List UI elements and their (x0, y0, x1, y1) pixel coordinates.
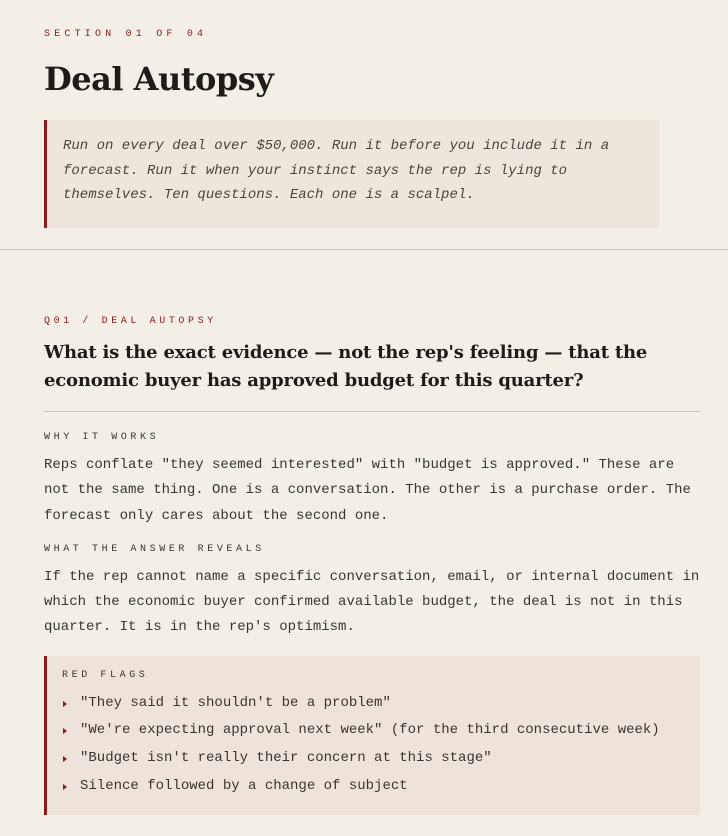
section-header (0, 0, 728, 228)
intro-callout: Run on every deal over $50,000. Run it before you include it in a forecast. Run it when your instinct says the rep is lying to themselves. Ten questions. Each one is a scalpel. (44, 120, 659, 228)
triangle-bullet-icon (63, 728, 67, 734)
reveals-text: If the rep cannot name a specific conversation, email, or internal document in which the economic buyer confirmed available budget, the deal is not in this quarter. It is in the rep's optimism. (44, 568, 700, 636)
page-title: Deal Autopsy (44, 60, 274, 98)
triangle-bullet-icon (63, 784, 67, 790)
red-flags-list (62, 690, 684, 801)
triangle-bullet-icon (63, 701, 67, 707)
red-flag-item (62, 690, 684, 718)
triangle-bullet-icon (63, 756, 67, 762)
question-text: What is the exact evidence — not the rep's feeling — that the economic buyer has approved budget for this quarter? (44, 342, 648, 391)
red-flag-text: "Budget isn't really their concern at this stage" (80, 750, 492, 767)
red-flags-panel (44, 656, 700, 815)
red-flag-item (62, 717, 684, 745)
why-text: Reps conflate "they seemed interested" with "budget is approved." These are not the same thing. One is a conversation. The other is a purchase order. The forecast only cares about the second one. (44, 457, 691, 524)
section-eyebrow: SECTION 01 OF 04 (44, 29, 208, 40)
question-card (44, 316, 700, 815)
red-flags-label: RED FLAGS (62, 669, 149, 681)
reveals-label: WHAT THE ANSWER REVEALS (44, 543, 265, 555)
question-number: Q01 / DEAL AUTOPSY (44, 316, 217, 327)
question-rule (44, 411, 700, 412)
why-label: WHY IT WORKS (44, 432, 160, 443)
red-flag-item (62, 745, 684, 773)
section-divider (0, 249, 728, 250)
red-flag-text: "They said it shouldn't be a problem" (80, 694, 391, 711)
red-flag-item (62, 773, 684, 801)
red-flag-text: "We're expecting approval next week" (for the third consecutive week) (80, 722, 660, 739)
red-flag-text: Silence followed by a change of subject (80, 777, 408, 794)
